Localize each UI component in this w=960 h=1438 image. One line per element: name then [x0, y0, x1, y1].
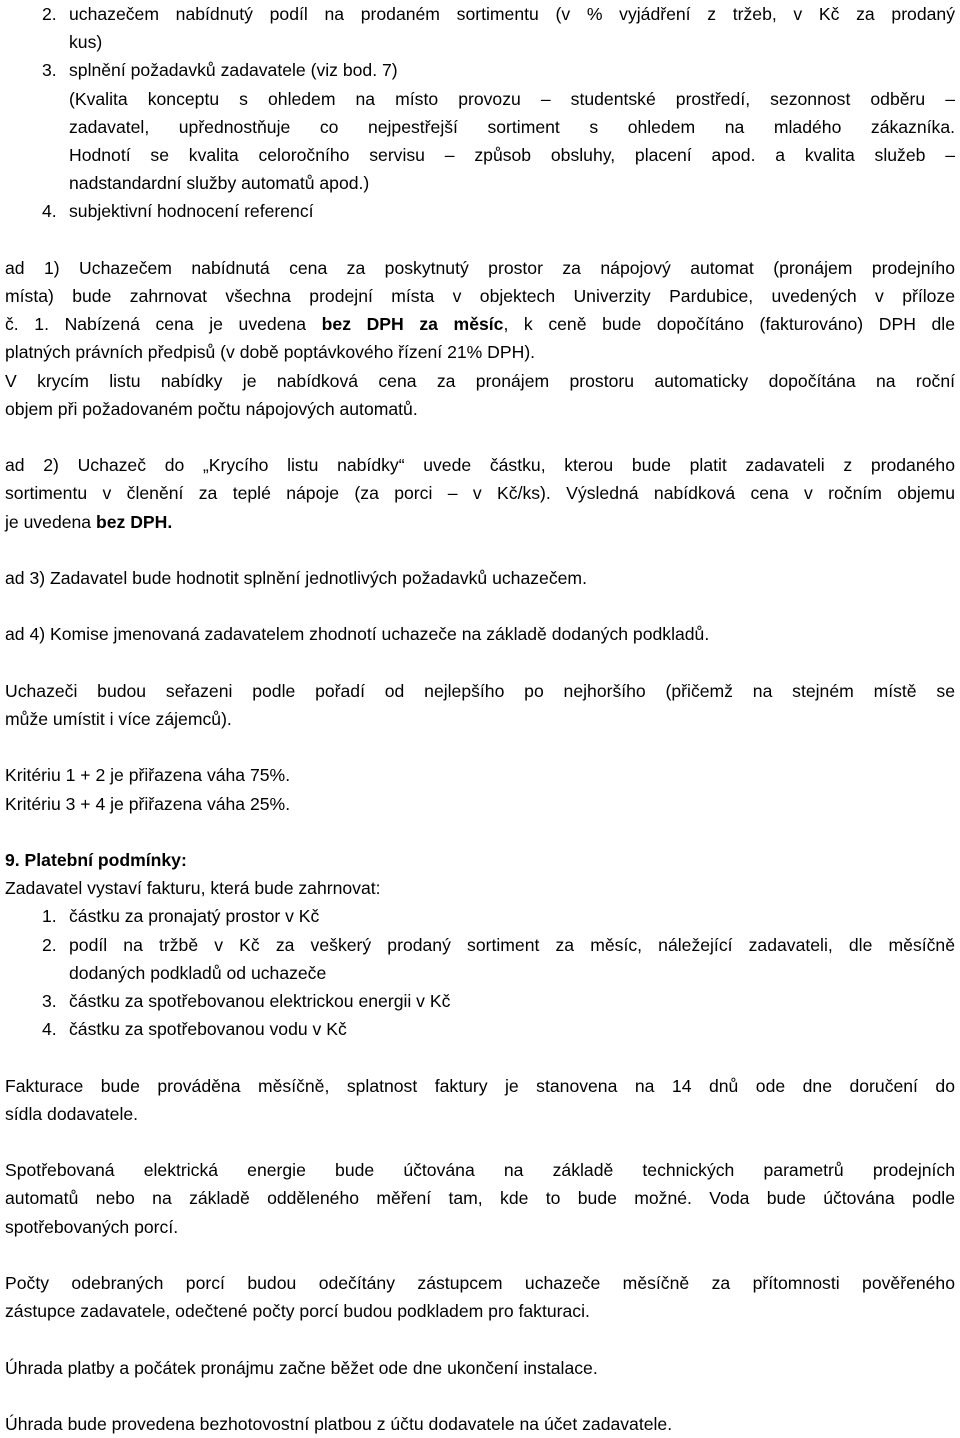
text-line: zadavatel, upřednostňuje co nejpestřejší sortiment s ohledem na mladého zákazníka.	[69, 116, 955, 137]
bold-text: bez DPH za měsíc	[321, 314, 504, 335]
list-item	[5, 931, 955, 987]
text-line: subjektivní hodnocení referencí	[69, 201, 314, 222]
list-number: 1.	[42, 906, 57, 927]
text-line: může umístit i více zájemců).	[5, 709, 232, 729]
text-line: sídla dodavatele.	[5, 1103, 139, 1124]
paragraph-ad4: ad 4) Komise jmenovaná zadavatelem zhodnotí uchazeče na základě dodaných podkladů.	[5, 624, 710, 645]
list-item	[5, 197, 955, 225]
text-line: uchazečem nabídnutý podíl na prodaném sortimentu (v % vyjádření z tržeb, v Kč za prodaný	[69, 4, 955, 24]
paragraph-ad2	[5, 451, 955, 536]
section-heading	[5, 846, 955, 874]
text-line: dodaných podkladů od uchazeče	[69, 962, 327, 983]
text-line: automatů nebo na základě odděleného měření tam, kde to bude možné. Voda bude účtována podle	[5, 1188, 955, 1209]
text-line: platných právních předpisů (v době poptávkového řízení 21% DPH).	[5, 342, 536, 363]
paragraph-energy	[5, 1156, 955, 1241]
text-line: Hodnotí se kvalita celoročního servisu – způsob obsluhy, placení apod. a kvalita služeb –	[69, 145, 955, 166]
text-line: sortimentu v členění za teplé nápoje (za porci – v Kč/ks). Výsledná nabídková cena v ročním objemu	[5, 483, 955, 504]
text-run: , k ceně bude dopočítáno (fakturováno) DPH dle	[503, 314, 956, 335]
list-number: 4.	[42, 1019, 57, 1040]
paragraph-billing	[5, 1072, 955, 1128]
text-line: splnění požadavků zadavatele (viz bod. 7)	[69, 60, 398, 81]
text-line: objem při požadovaném počtu nápojových automatů.	[5, 398, 418, 419]
list-number: 2.	[42, 4, 57, 24]
list-item	[5, 1015, 955, 1043]
list-number: 4.	[42, 201, 57, 222]
paragraph-payment-method: Úhrada bude provedena bezhotovostní platbou z účtu dodavatele na účet zadavatele.	[5, 1413, 673, 1434]
section-payment-terms	[5, 846, 955, 1043]
text-line: částku za spotřebovanou elektrickou energii v Kč	[69, 991, 451, 1011]
paragraph-order	[5, 677, 955, 733]
list-item	[5, 902, 955, 930]
list-number: 3.	[42, 991, 57, 1011]
text-line: podíl na tržbě v Kč za veškerý prodaný sortiment za měsíc, náležející zadavateli, dle měsíčně	[69, 934, 955, 955]
text-line: Počty odebraných porcí budou odečítány zástupcem uchazeče měsíčně za přítomnosti pověřeného	[5, 1272, 955, 1293]
text-run: č. 1. Nabízená cena je uvedena	[5, 314, 322, 335]
list-item	[5, 0, 955, 56]
paragraph-portions	[5, 1269, 955, 1325]
list-item	[5, 987, 955, 1015]
text-line: místa) bude zahrnovat všechna prodejní místa v objektech Univerzity Pardubice, uvedených v příloze	[5, 286, 955, 307]
text-line: ad 2) Uchazeč do „Krycího listu nabídky“ uvede částku, kterou bude platit zadavateli z prodaného	[5, 455, 955, 476]
list-number: 2.	[42, 934, 57, 955]
text-line	[5, 508, 955, 536]
text-line: kus)	[69, 32, 103, 53]
paragraph-ad3: ad 3) Zadavatel bude hodnotit splnění jednotlivých požadavků uchazečem.	[5, 568, 587, 589]
text-line: zástupce zadavatele, odečtené počty porcí budou podkladem pro fakturaci.	[5, 1301, 590, 1322]
text-line: Kritériu 3 + 4 je přiřazena váha 25%.	[5, 793, 291, 814]
list-item	[5, 56, 955, 197]
document-page	[5, 0, 955, 1438]
text-line: částku za spotřebovanou vodu v Kč	[69, 1019, 347, 1040]
bold-text: bez DPH.	[95, 511, 173, 532]
paragraph-ad1	[5, 254, 955, 423]
text-line: V krycím listu nabídky je nabídková cena za pronájem prostoru automaticky dopočítána na roční	[5, 370, 955, 391]
text-line	[5, 310, 955, 338]
list-number: 3.	[42, 60, 57, 81]
section-intro: Zadavatel vystaví fakturu, která bude zahrnovat:	[5, 878, 381, 899]
paragraph-weights	[5, 761, 955, 817]
criteria-list	[5, 0, 955, 226]
text-run: je uvedena	[5, 511, 96, 532]
text-line: ad 1) Uchazečem nabídnutá cena za poskytnutý prostor za nápojový automat (pronájem prodejního	[5, 257, 955, 278]
text-line: Spotřebovaná elektrická energie bude účtována na základě technických parametrů prodejních	[5, 1160, 955, 1181]
text-line: spotřebovaných porcí.	[5, 1216, 179, 1237]
text-line: Fakturace bude prováděna měsíčně, splatnost faktury je stanovena na 14 dnů ode dne doručení do	[5, 1075, 955, 1096]
paragraph-payment-start: Úhrada platby a počátek pronájmu začne běžet ode dne ukončení instalace.	[5, 1357, 598, 1378]
heading-text: 9. Platební podmínky:	[5, 849, 187, 870]
text-line: nadstandardní služby automatů apod.)	[69, 173, 370, 194]
text-line: Kritériu 1 + 2 je přiřazena váha 75%.	[5, 765, 291, 786]
text-line: Uchazeči budou seřazeni podle pořadí od nejlepšího po nejhoršího (přičemž na stejném místě se	[5, 680, 955, 701]
text-line: (Kvalita konceptu s ohledem na místo provozu – studentské prostředí, sezonnost odběru –	[69, 88, 955, 109]
text-line: částku za pronajatý prostor v Kč	[69, 906, 320, 927]
